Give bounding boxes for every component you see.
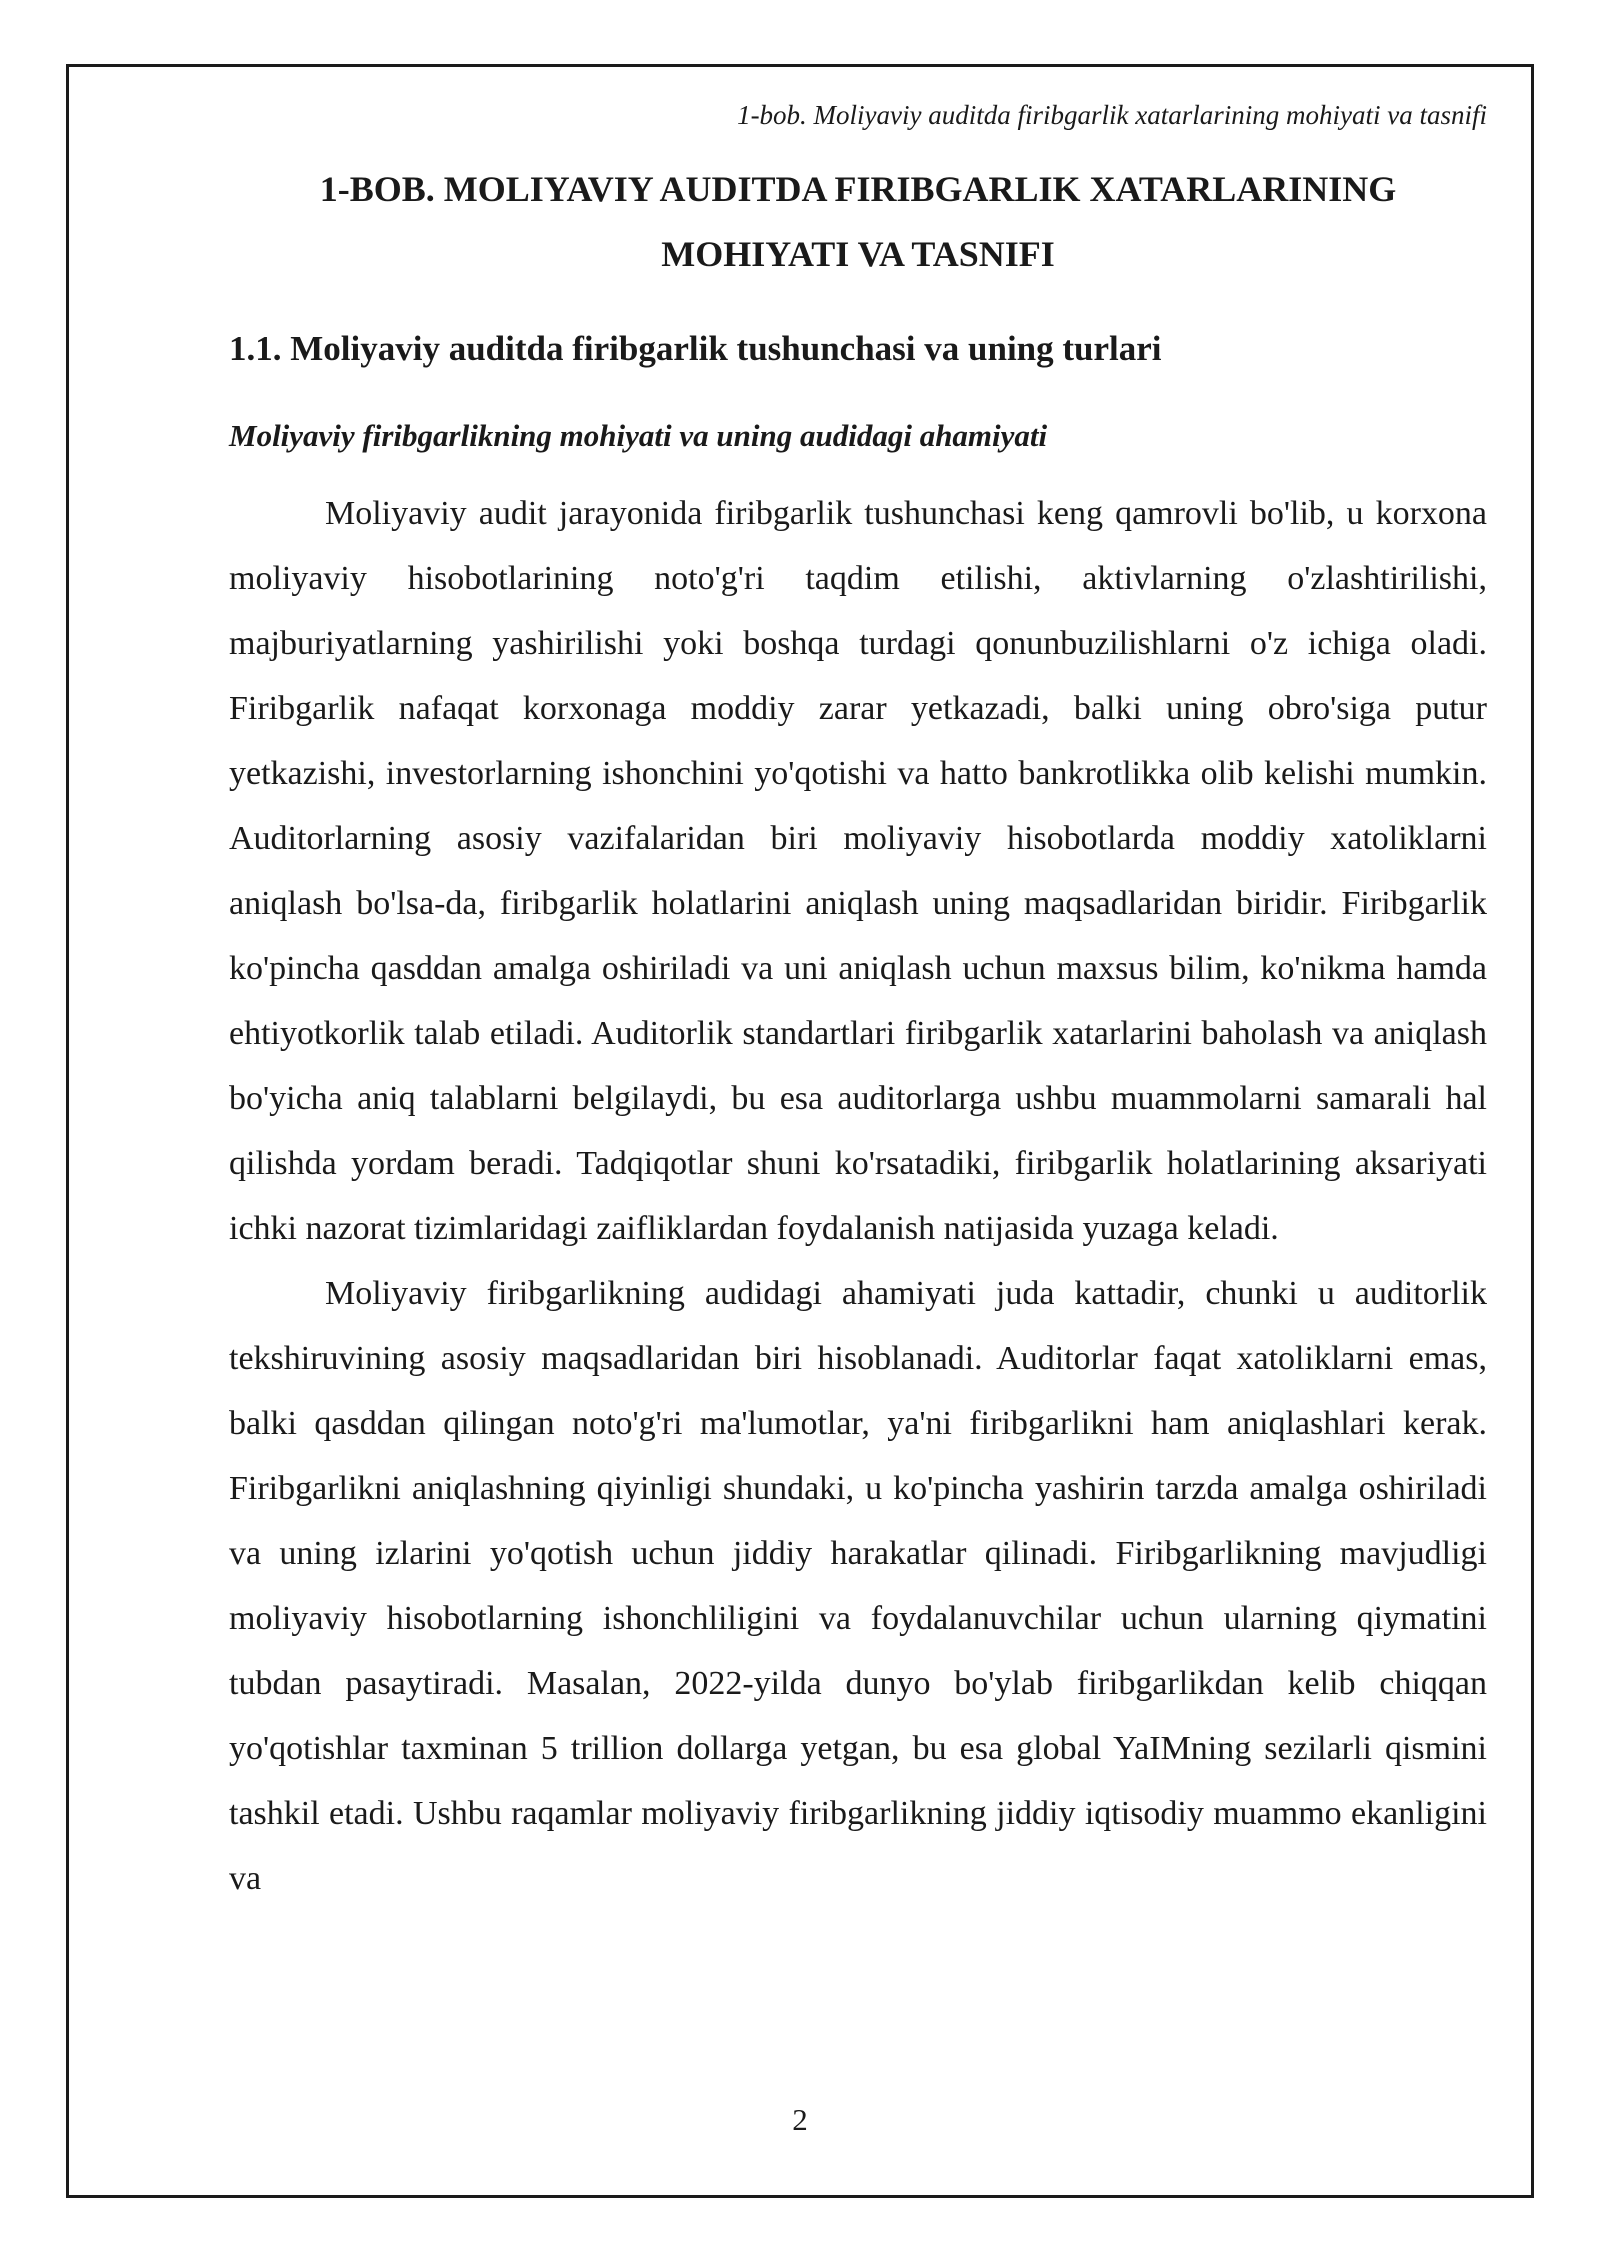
body-paragraph-1: Moliyaviy audit jarayonida firibgarlik tushunchasi keng qamrovli bo'lib, u korxona moliyaviy hisobotlarining noto'g'ri taqdim etilishi, aktivlarning o'zlashtirilishi, majburiyatlarning yashirilishi yoki boshqa turdagi qonunbuzilishlarni o'z ichiga oladi. Firibgarlik nafaqat korxonaga moddiy zarar yetkazadi, balki uning obro'siga putur yetkazishi, investorlarning ishonchini yo'qotishi va hatto bankrotlikka olib kelishi mumkin. Auditorlarning asosiy vazifalaridan biri moliyaviy hisobotlarda moddiy xatoliklarni aniqlash bo'lsa-da, firibgarlik holatlarini aniqlash uning maqsadlaridan biridir. Firibgarlik ko'pincha qasddan amalga oshiriladi va uni aniqlash uchun maxsus bilim, ko'nikma hamda ehtiyotkorlik talab etiladi. Auditorlik standartlari firibgarlik xatarlarini baholash va aniqlash bo'yicha aniq talablarni belgilaydi, bu esa auditorlarga ushbu muammolarni samarali hal qilishda yordam beradi. Tadqiqotlar shuni ko'rsatadiki, firibgarlik holatlarining aksariyati ichki nazorat tizimlaridagi zaifliklardan foydalanish natijasida yuzaga keladi. [229,495,1487,1247]
chapter-title-line-1: 1-BOB. MOLIYAVIY AUDITDA FIRIBGARLIK XATARLARINING [319,169,1397,209]
subsection-title: Moliyaviy firibgarlikning mohiyati va uning audidagi ahamiyati [229,418,1048,453]
section-title: 1.1. Moliyaviy auditda firibgarlik tushunchasi va uning turlari [229,329,1162,368]
chapter-title [229,157,1487,287]
chapter-title-line-2: MOHIYATI VA TASNIFI [661,234,1055,274]
page-number: 2 [792,2102,808,2137]
body-paragraph-2: Moliyaviy firibgarlikning audidagi ahamiyati juda kattadir, chunki u auditorlik tekshiruvining asosiy maqsadlaridan biri hisoblanadi. Auditorlar faqat xatoliklarni emas, balki qasddan qilingan noto'g'ri ma'lumotlar, ya'ni firibgarlikni ham aniqlashlari kerak. Firibgarlikni aniqlashning qiyinligi shundaki, u ko'pincha yashirin tarzda amalga oshiriladi va uning izlarini yo'qotish uchun jiddiy harakatlar qilinadi. Firibgarlikning mavjudligi moliyaviy hisobotlarning ishonchliligini va foydalanuvchilar uchun ularning qiymatini tubdan pasaytiradi. Masalan, 2022-yilda dunyo bo'ylab firibgarlikdan kelib chiqqan yo'qotishlar taxminan 5 trillion dollarga yetgan, bu esa global YaIMning sezilarli qismini tashkil etadi. Ushbu raqamlar moliyaviy firibgarlikning jiddiy iqtisodiy muammo ekanligini va [229,1275,1487,1897]
page-content [229,92,1487,1911]
running-header: 1-bob. Moliyaviy auditda firibgarlik xatarlarining mohiyati va tasnifi [737,100,1487,130]
